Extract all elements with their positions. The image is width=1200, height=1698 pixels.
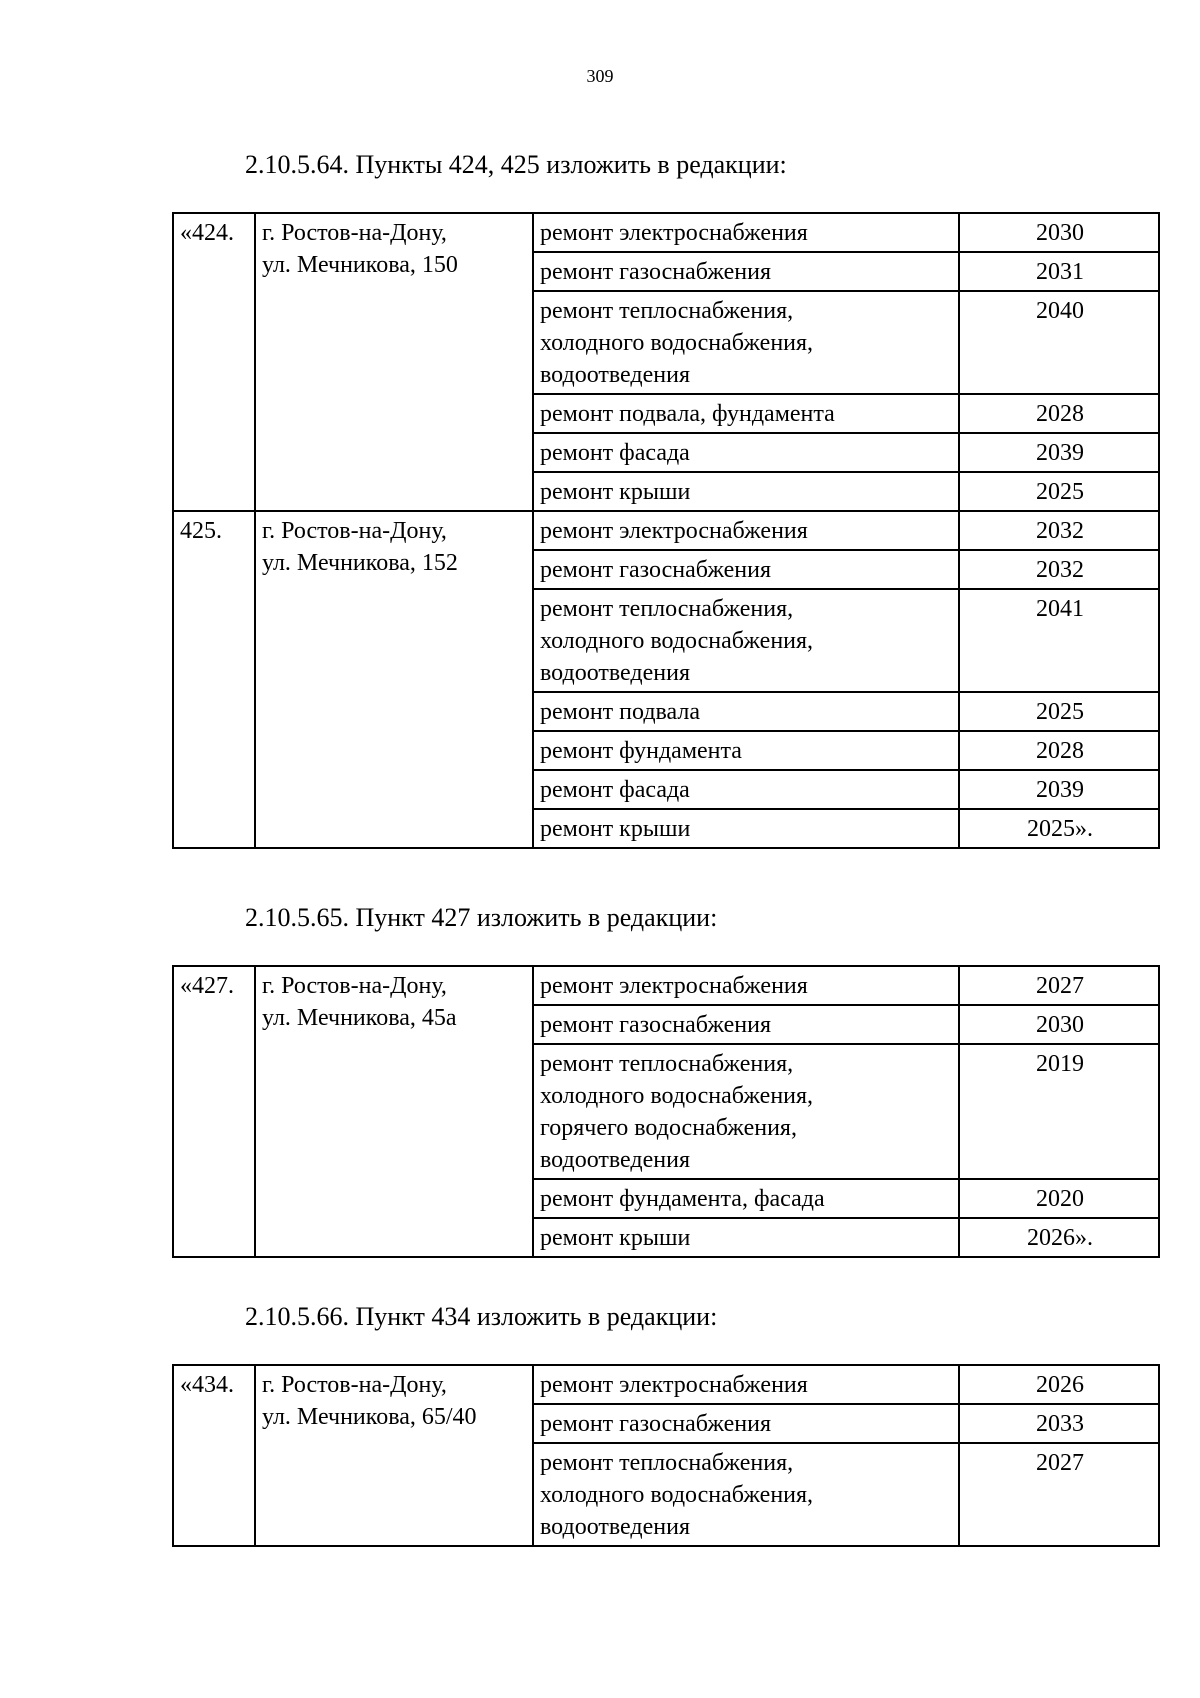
work-type [533,1443,959,1546]
work-year: 2025». [959,809,1159,848]
work-year: 2026». [959,1218,1159,1257]
work-year: 2030 [959,1005,1159,1044]
work-type [533,809,959,848]
work-type-line: ремонт электроснабжения [540,973,808,999]
work-year: 2039 [959,433,1159,472]
work-type-line: ремонт электроснабжения [540,220,808,246]
work-type [533,731,959,770]
work-year: 2028 [959,731,1159,770]
table-row [173,213,1159,252]
work-type-line: ремонт крыши [540,1225,691,1251]
work-type-line: ремонт крыши [540,479,691,505]
work-type [533,1005,959,1044]
work-type-line: ремонт электроснабжения [540,1372,808,1398]
work-type-line: ремонт фундамента, фасада [540,1186,825,1212]
work-year: 2025 [959,472,1159,511]
work-year: 2030 [959,213,1159,252]
work-year: 2033 [959,1404,1159,1443]
work-type-line: холодного водоснабжения, [540,330,814,356]
works-table-65 [172,965,1160,1258]
work-type-line: водоотведения [540,362,690,388]
work-year: 2032 [959,550,1159,589]
item-number: «424. [173,213,255,511]
work-type [533,589,959,692]
work-type-line: горячего водоснабжения, [540,1115,797,1141]
work-year: 2028 [959,394,1159,433]
address-line: г. Ростов-на-Дону, [262,973,447,999]
work-year: 2031 [959,252,1159,291]
work-type-line: ремонт электроснабжения [540,518,808,544]
address-line: г. Ростов-на-Дону, [262,518,447,544]
work-type [533,472,959,511]
work-type [533,1179,959,1218]
work-type-line: водоотведения [540,1514,690,1540]
item-address [255,1365,533,1546]
address-line: ул. Мечникова, 45а [262,1005,457,1031]
page-number: 309 [586,66,614,86]
work-year: 2041 [959,589,1159,692]
address-line: г. Ростов-на-Дону, [262,220,447,246]
work-type [533,966,959,1005]
work-year: 2027 [959,966,1159,1005]
work-type [533,394,959,433]
address-line: г. Ростов-на-Дону, [262,1372,447,1398]
work-type-line: ремонт газоснабжения [540,259,772,285]
work-type [533,1365,959,1404]
work-type-line: ремонт фасада [540,777,690,803]
work-type [533,1218,959,1257]
works-table-66 [172,1364,1160,1547]
work-type-line: ремонт теплоснабжения, [540,1450,794,1476]
item-number: «434. [173,1365,255,1546]
work-year: 2032 [959,511,1159,550]
address-line: ул. Мечникова, 150 [262,252,458,278]
work-type-line: водоотведения [540,1147,690,1173]
work-year: 2027 [959,1443,1159,1546]
work-type [533,433,959,472]
item-address [255,213,533,511]
work-type-line: ремонт теплоснабжения, [540,298,794,324]
work-type-line: ремонт фундамента [540,738,742,764]
work-type [533,692,959,731]
work-type-line: водоотведения [540,660,690,686]
work-type-line: ремонт крыши [540,816,691,842]
work-type-line: ремонт подвала, фундамента [540,401,835,427]
work-type-line: ремонт газоснабжения [540,1411,772,1437]
work-year: 2026 [959,1365,1159,1404]
item-address [255,966,533,1257]
section-heading-65: 2.10.5.65. Пункт 427 изложить в редакции: [245,903,718,932]
work-type [533,1044,959,1179]
address-line: ул. Мечникова, 152 [262,550,458,576]
work-type [533,511,959,550]
address-line: ул. Мечникова, 65/40 [262,1404,477,1430]
work-year: 2040 [959,291,1159,394]
work-type-line: холодного водоснабжения, [540,1083,814,1109]
work-type [533,1404,959,1443]
section-heading-64: 2.10.5.64. Пункты 424, 425 изложить в редакции: [245,150,787,179]
table-row [173,511,1159,550]
work-type-line: ремонт теплоснабжения, [540,1051,794,1077]
works-table-64 [172,212,1160,849]
work-type-line: холодного водоснабжения, [540,1482,814,1508]
section-heading-66: 2.10.5.66. Пункт 434 изложить в редакции: [245,1302,718,1331]
table-row [173,1365,1159,1404]
work-year: 2039 [959,770,1159,809]
work-type [533,252,959,291]
work-year: 2025 [959,692,1159,731]
item-number: «427. [173,966,255,1257]
work-type [533,550,959,589]
work-type-line: ремонт теплоснабжения, [540,596,794,622]
work-type-line: ремонт газоснабжения [540,1012,772,1038]
work-type [533,770,959,809]
table-row [173,966,1159,1005]
work-type-line: холодного водоснабжения, [540,628,814,654]
work-type-line: ремонт подвала [540,699,701,725]
work-year: 2019 [959,1044,1159,1179]
item-address [255,511,533,848]
work-year: 2020 [959,1179,1159,1218]
work-type [533,213,959,252]
work-type [533,291,959,394]
item-number: 425. [173,511,255,848]
work-type-line: ремонт газоснабжения [540,557,772,583]
work-type-line: ремонт фасада [540,440,690,466]
